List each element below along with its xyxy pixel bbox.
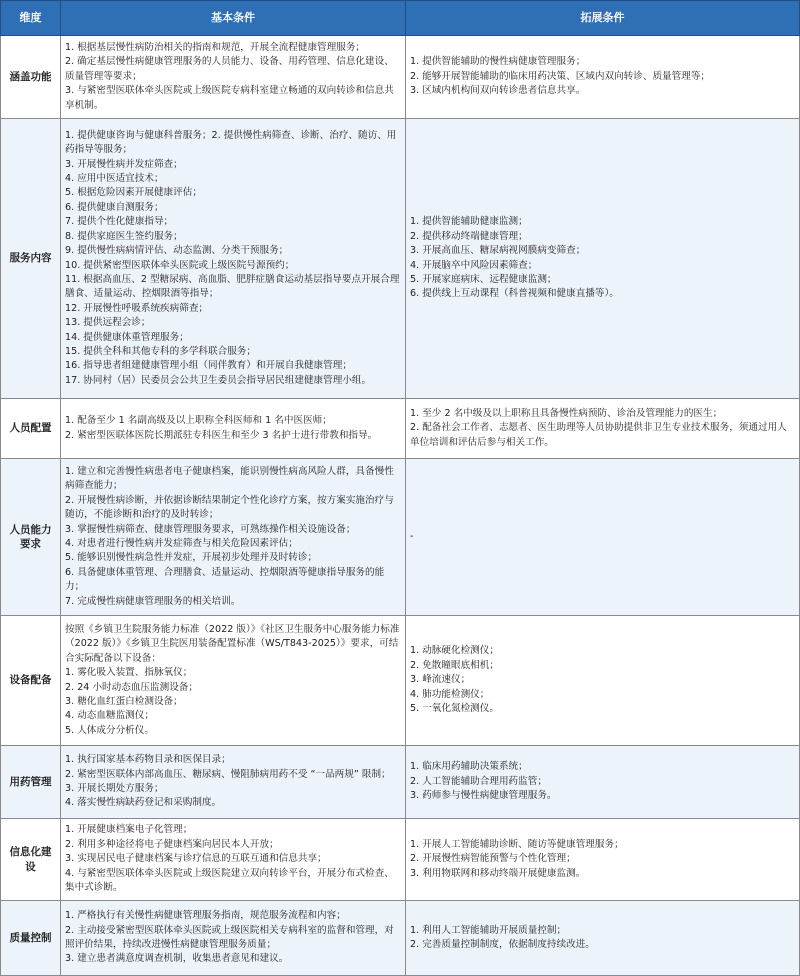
dimension-cell: 用药管理 [1, 746, 61, 819]
header-dimension: 维度 [1, 1, 61, 36]
condition-item: 2. 确定基层慢性病健康管理服务的人员能力、设备、用药管理、信息化建设、质量管理等要求； [65, 56, 394, 82]
condition-item: 15. 提供全科和其他专科的多学科联合服务； [65, 345, 256, 357]
condition-item: 2. 24 小时动态血压监测设备； [65, 681, 198, 693]
basic-conditions-cell [61, 819, 406, 901]
condition-item: 1. 严格执行有关慢性病健康管理服务指南，规范服务流程和内容； [65, 910, 346, 922]
condition-item: 9. 提供慢性病病情评估、动态监测、分类干预服务； [65, 245, 289, 257]
basic-conditions-cell [61, 119, 406, 399]
basic-conditions-cell [61, 746, 406, 819]
condition-item: 3. 糖化血红蛋白检测设备； [65, 695, 183, 707]
condition-item: 1. 提供智能辅助的慢性病健康管理服务； [410, 56, 586, 68]
condition-item: 4. 应用中医适宜技术； [65, 173, 164, 185]
condition-item: 3. 开展慢性病并发症筛查； [65, 158, 183, 170]
condition-item: 2. 完善质量控制制度，依据制度持续改进。 [410, 939, 595, 950]
condition-item: 1. 雾化吸入装置、指脉氧仪； [65, 667, 193, 679]
condition-item: 6. 具备健康体重管理、合理膳食、适量运动、控烟限酒等健康指导服务的能力； [65, 566, 385, 593]
condition-item: 5. 一氧化氮检测仪。 [410, 703, 499, 715]
condition-item: 10. 提供紧密型医联体牵头医院或上级医院号源预约； [65, 259, 295, 271]
condition-item: 3. 实现居民电子健康档案与诊疗信息的互联互通和信息共享； [65, 853, 327, 865]
condition-item: 4. 开展脑卒中风险因素筛查； [410, 259, 538, 271]
condition-item: 1. 利用人工智能辅助开展质量控制； [410, 924, 567, 936]
condition-item: 6. 提供健康自测服务； [65, 201, 164, 213]
table-row [1, 901, 800, 976]
condition-item: 6. 提供线上互动课程（科普视频和健康直播等）。 [410, 288, 619, 300]
condition-item: 2. 利用多种途径将电子健康档案向居民本人开放； [65, 838, 279, 850]
table-row [1, 36, 800, 119]
extended-conditions-cell [406, 119, 800, 399]
condition-item: 3. 开展长期处方服务； [65, 783, 164, 794]
condition-item: 1. 提供健康咨询与健康科普服务；2. 提供慢性病筛查、诊断、治疗、随访、用药指导等服务； [65, 129, 397, 156]
condition-item: 4. 肺功能检测仪； [410, 688, 490, 700]
table-row [1, 616, 800, 746]
basic-conditions-cell [61, 616, 406, 746]
condition-item: 16. 指导患者组建健康管理小组（同伴教育）和开展自我健康管理； [65, 360, 352, 372]
condition-item: 13. 提供远程会诊； [65, 317, 151, 329]
basic-conditions-cell [61, 36, 406, 119]
extended-conditions-cell [406, 399, 800, 459]
condition-item: 1. 临床用药辅助决策系统； [410, 761, 528, 773]
condition-item: 5. 人体成分分析仪。 [65, 724, 154, 736]
condition-item: 按照《乡镇卫生院服务能力标准（2022 版）》《社区卫生服务中心服务能力标准（2022 版）》《乡镇卫生院医用装备配置标准（WS/T843-2025）》要求，可结合实际配备以下设备： [65, 623, 400, 664]
table-row [1, 459, 800, 616]
dimension-cell: 人员能力要求 [1, 459, 61, 616]
condition-item: 4. 落实慢性病缺药登记和采购制度。 [65, 797, 222, 809]
condition-item: 5. 根据危险因素开展健康评估； [65, 187, 202, 199]
condition-item: 7. 提供个性化健康指导； [65, 216, 174, 228]
condition-item: 7. 完成慢性病健康管理服务的相关培训。 [65, 595, 241, 607]
header-extended-conditions: 拓展条件 [406, 1, 800, 36]
condition-item: 4. 对患者进行慢性病并发症筛查与相关危险因素评估； [65, 538, 298, 549]
condition-item: 1. 开展健康档案电子化管理； [65, 824, 193, 836]
condition-item: 3. 掌握慢性病筛查、健康管理服务要求，可熟练操作相关设施设备； [65, 523, 356, 535]
condition-item: 2. 配备社会工作者、志愿者、医生助理等人员协助提供非卫生专业技术服务，须通过用人单位培训和评估后参与相关工作。 [410, 422, 787, 448]
condition-item: 2. 紧密型医联体内部高血压、糖尿病、慢阻肺病用药不受 “一品两规” 限制； [65, 768, 391, 780]
dimension-cell: 涵盖功能 [1, 36, 61, 119]
condition-item: 3. 峰流速仪； [410, 674, 471, 686]
extended-conditions-cell [406, 36, 800, 119]
header-basic-conditions: 基本条件 [61, 1, 406, 36]
dimension-cell: 质量控制 [1, 901, 61, 976]
condition-item: 3. 建立患者满意度调查机制，收集患者意见和建议。 [65, 953, 289, 965]
table-row [1, 119, 800, 399]
basic-conditions-cell [61, 901, 406, 976]
condition-item: 2. 免散瞳眼底相机； [410, 659, 499, 671]
condition-item: 11. 根据高血压、2 型糖尿病、高血脂、肥胖症膳食运动基层指导要点开展合理膳食、适量运动、控烟限酒等指导； [65, 273, 400, 300]
condition-item: 14. 提供健康体重管理服务； [65, 331, 189, 343]
condition-item: 2. 开展慢性病诊断，并依据诊断结果制定个性化诊疗方案，按方案实施治疗与随访，不能诊断和治疗的及时转诊； [65, 494, 394, 521]
condition-item: - [410, 530, 414, 542]
condition-item: 3. 区域内机构间双向转诊患者信息共享。 [410, 85, 586, 97]
condition-item: 2. 提供移动终端健康管理； [410, 230, 528, 242]
condition-item: 5. 能够识别慢性病急性并发症，开展初步处理并及时转诊； [65, 552, 318, 564]
condition-item: 2. 能够开展智能辅助的临床用药决策、区域内双向转诊、质量管理等； [410, 70, 711, 82]
condition-item: 3. 与紧密型医联体牵头医院或上级医院专病科室建立畅通的双向转诊和信息共享机制。 [65, 85, 394, 111]
condition-item: 2. 人工智能辅助合理用药监管； [410, 775, 547, 787]
condition-item: 1. 执行国家基本药物目录和医保目录； [65, 754, 231, 766]
dimension-cell: 信息化建设 [1, 819, 61, 901]
extended-conditions-cell [406, 746, 800, 819]
table-row [1, 746, 800, 819]
condition-item: 17. 协同村（居）民委员会公共卫生委员会指导居民组建健康管理小组。 [65, 374, 372, 386]
condition-item: 1. 动脉硬化检测仪； [410, 645, 499, 657]
condition-item: 4. 动态血糖监测仪； [65, 710, 154, 722]
condition-item: 3. 开展高血压、糖尿病视网膜病变筛查； [410, 245, 586, 257]
condition-item: 1. 提供智能辅助健康监测； [410, 216, 528, 228]
condition-item: 3. 药师参与慢性病健康管理服务。 [410, 790, 557, 802]
condition-item: 3. 利用物联网和移动终端开展健康监测。 [410, 867, 586, 879]
basic-conditions-cell [61, 399, 406, 459]
condition-item: 1. 配备至少 1 名副高级及以上职称全科医师和 1 名中医医师； [65, 415, 332, 427]
condition-item: 1. 至少 2 名中级及以上职称且具备慢性病预防、诊治及管理能力的医生； [410, 407, 723, 419]
dimension-cell: 人员配置 [1, 399, 61, 459]
extended-conditions-cell [406, 819, 800, 901]
condition-item: 2. 主动接受紧密型医联体牵头医院或上级医院相关专病科室的监督和管理，对照评价结果，持续改进慢性病健康管理服务质量； [65, 924, 394, 950]
extended-conditions-cell [406, 616, 800, 746]
condition-item: 1. 建立和完善慢性病患者电子健康档案，能识别慢性病高风险人群，具备慢性病筛查能力； [65, 465, 394, 492]
condition-item: 5. 开展家庭病床、远程健康监测； [410, 273, 557, 285]
condition-item: 1. 根据基层慢性病防治相关的指南和规范，开展全流程健康管理服务； [65, 41, 366, 53]
dimension-cell: 服务内容 [1, 119, 61, 399]
extended-conditions-cell [406, 901, 800, 976]
dimension-cell: 设备配备 [1, 616, 61, 746]
table-row [1, 819, 800, 901]
table-header-row [1, 1, 800, 36]
condition-item: 1. 开展人工智能辅助诊断、随访等健康管理服务； [410, 838, 624, 850]
extended-conditions-cell [406, 459, 800, 616]
condition-item: 12. 开展慢性呼吸系统疾病筛查； [65, 302, 209, 314]
table-row [1, 399, 800, 459]
condition-item: 4. 与紧密型医联体牵头医院或上级医院建立双向转诊平台，开展分布式检查、集中式诊断。 [65, 867, 394, 894]
basic-conditions-cell [61, 459, 406, 616]
condition-item: 8. 提供家庭医生签约服务； [65, 230, 183, 242]
condition-item: 2. 紧密型医联体医院长期派驻专科医生和至少 3 名护士进行带教和指导。 [65, 429, 378, 441]
condition-item: 2. 开展慢性病智能预警与个性化管理； [410, 853, 576, 865]
